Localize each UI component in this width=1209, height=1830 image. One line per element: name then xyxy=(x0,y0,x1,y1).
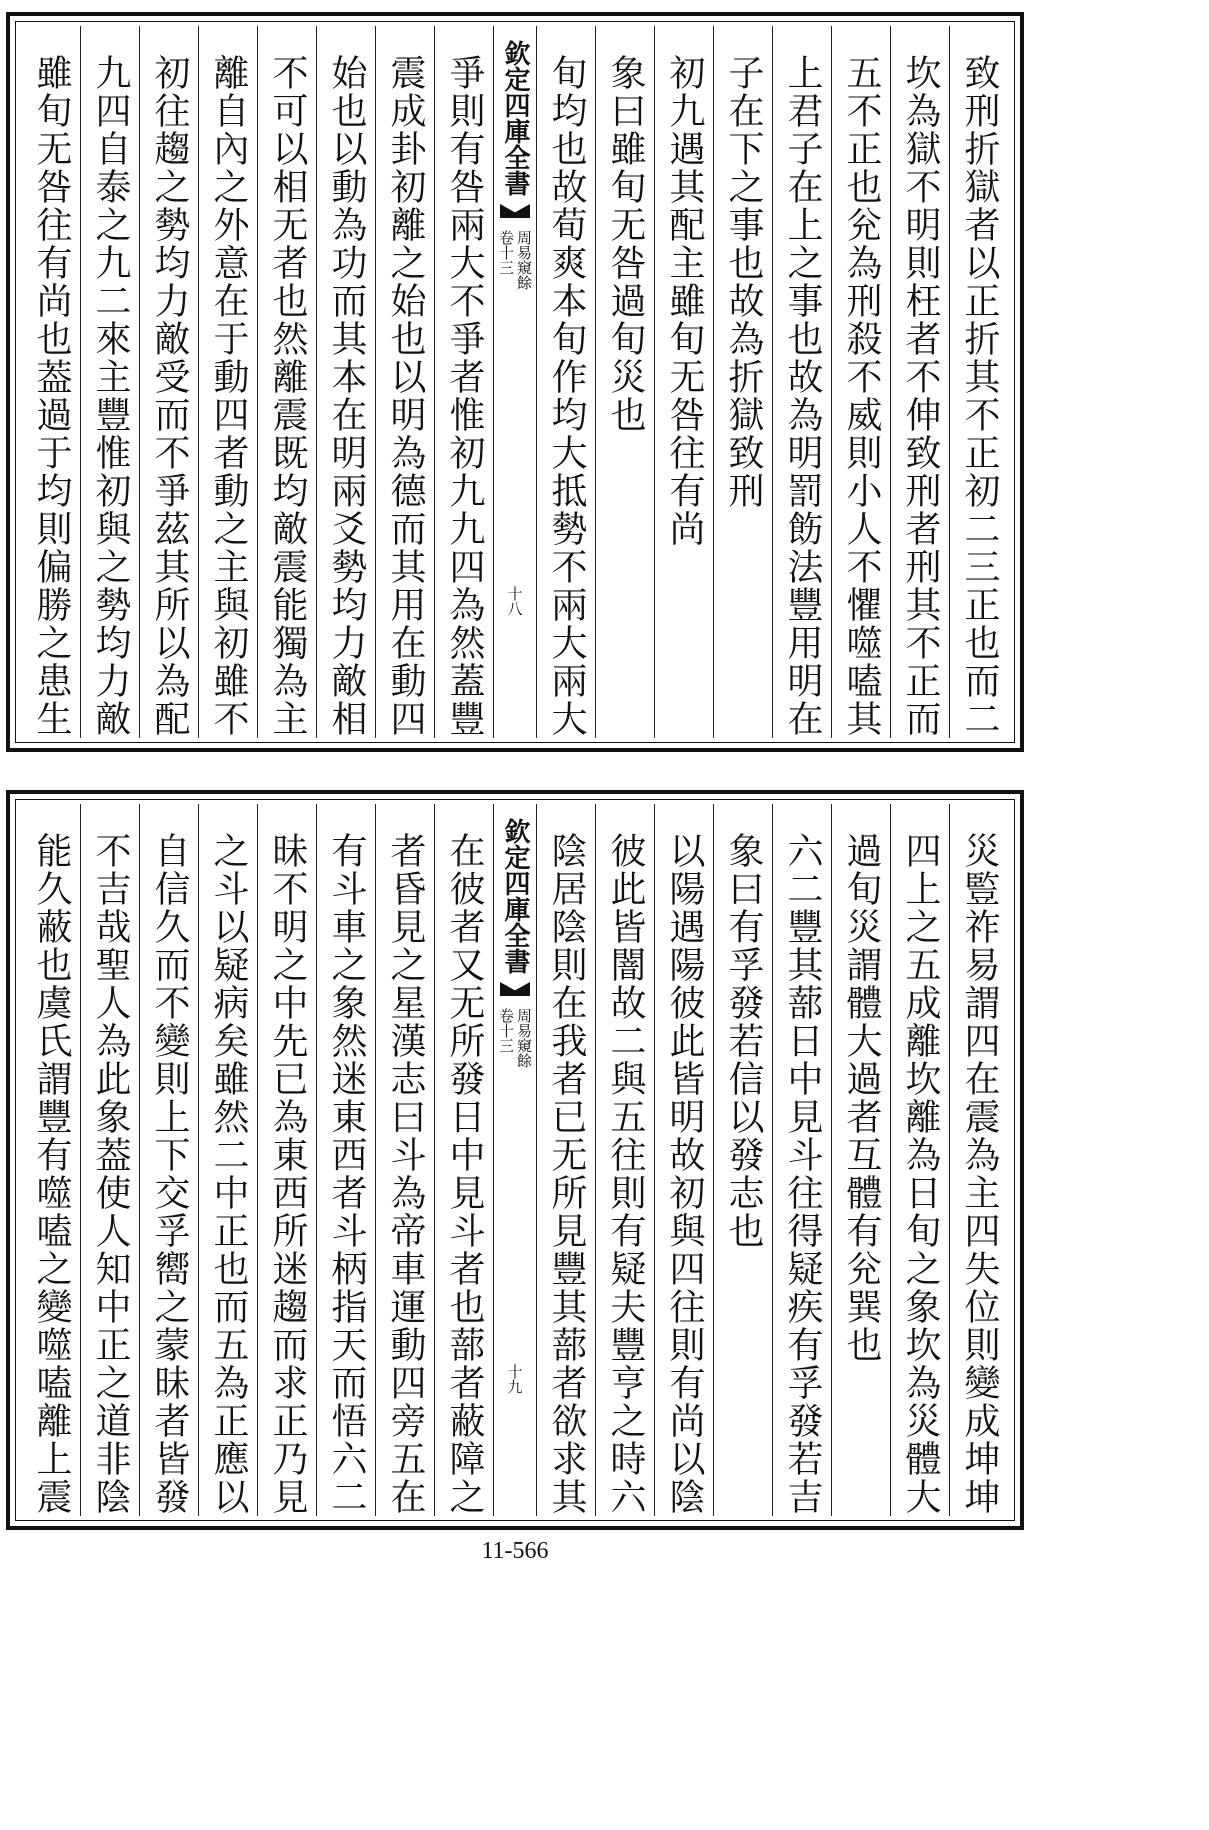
column-text: 上君子在上之事也故為明罰飭法豐用明在 xyxy=(782,54,823,738)
text-column xyxy=(139,26,198,738)
column-text: 自信久而不變則上下交孚嚮之蒙昧者皆發 xyxy=(149,832,190,1516)
text-column xyxy=(257,26,316,738)
text-column xyxy=(316,26,375,738)
text-column xyxy=(949,804,1008,1516)
text-column xyxy=(831,26,890,738)
text-column xyxy=(595,804,654,1516)
text-column xyxy=(831,804,890,1516)
text-column xyxy=(536,26,595,738)
text-column xyxy=(198,26,257,738)
text-column xyxy=(772,26,831,738)
text-columns xyxy=(22,804,1008,1516)
column-text: 子在下之事也故為折獄致刑 xyxy=(723,54,764,510)
volume-number: 卷十三 xyxy=(497,1008,515,1053)
column-text: 九四自泰之九二來主豐惟初與之勢均力敵 xyxy=(90,54,131,738)
column-text: 初九遇其配主雖旬无咎往有尚 xyxy=(664,54,705,548)
column-text: 災䜿祚易謂四在震為主四失位則變成坤坤 xyxy=(959,832,1000,1516)
column-text: 不可以相无者也然離震既均敵震能獨為主 xyxy=(267,54,308,738)
column-text: 不吉哉聖人為此象葢使人知中正之道非陰 xyxy=(90,832,131,1516)
column-text: 象曰雖旬无咎過旬災也 xyxy=(605,54,646,434)
text-column xyxy=(375,26,434,738)
text-column xyxy=(713,26,772,738)
column-text: 四上之五成離坎離為日旬之象坎為災體大 xyxy=(900,832,941,1516)
volume-label xyxy=(498,1008,532,1068)
column-text: 震成卦初離之始也以明為德而其用在動四 xyxy=(385,54,426,738)
book-subtitle: 周易窺餘 xyxy=(515,1008,533,1068)
leaf-number: 十八 xyxy=(505,586,524,616)
volume-label xyxy=(498,230,532,290)
text-column xyxy=(80,26,139,738)
text-column xyxy=(316,804,375,1516)
text-column xyxy=(375,804,434,1516)
text-column xyxy=(890,804,949,1516)
fish-tail-mark-icon xyxy=(498,202,532,220)
column-text: 初往趨之勢均力敵受而不爭茲其所以為配 xyxy=(149,54,190,738)
text-column xyxy=(434,804,493,1516)
center-margin xyxy=(493,804,536,1516)
column-text: 坎為獄不明則枉者不伸致刑者刑其不正而 xyxy=(900,54,941,738)
text-column xyxy=(772,804,831,1516)
page-footer-number: 11-566 xyxy=(481,1538,549,1564)
book-title: 欽定四庫全書 xyxy=(500,818,530,974)
book-subtitle: 周易窺餘 xyxy=(515,230,533,290)
column-text: 離自內之外意在于動四者動之主與初雖不 xyxy=(208,54,249,738)
column-text: 雖旬无咎往有尚也葢過于均則偏勝之患生 xyxy=(31,54,72,738)
text-column xyxy=(139,804,198,1516)
text-column xyxy=(713,804,772,1516)
text-column xyxy=(654,26,713,738)
column-text: 六二豐其蔀日中見斗往得疑疾有孚發若吉 xyxy=(782,832,823,1516)
column-text: 象曰有孚發若信以發志也 xyxy=(723,832,764,1250)
page-top xyxy=(6,12,1024,752)
column-text: 在彼者又无所發日中見斗者也蔀者蔽障之 xyxy=(444,832,485,1516)
text-columns xyxy=(22,26,1008,738)
leaf-number: 十九 xyxy=(505,1364,524,1394)
column-text: 能久蔽也虞氏謂豐有噬嗑之變噬嗑離上震 xyxy=(31,832,72,1516)
column-text: 致刑折獄者以正折其不正初二三正也而二 xyxy=(959,54,1000,738)
column-text: 有斗車之象然迷東西者斗柄指天而悟六二 xyxy=(326,832,367,1516)
column-text: 以陽遇陽彼此皆明故初與四往則有尚以陰 xyxy=(664,832,705,1516)
column-text: 彼此皆闇故二與五往則有疑夫豐亨之時六 xyxy=(605,832,646,1516)
text-column xyxy=(434,26,493,738)
center-margin xyxy=(493,26,536,738)
text-column xyxy=(890,26,949,738)
page-bottom xyxy=(6,790,1024,1530)
text-column xyxy=(80,804,139,1516)
column-text: 始也以動為功而其本在明兩爻勢均力敵相 xyxy=(326,54,367,738)
text-column xyxy=(198,804,257,1516)
column-text: 陰居陰則在我者已无所見豐其蔀者欲求其 xyxy=(546,832,587,1516)
column-text: 旬均也故荀爽本旬作均大抵勢不兩大兩大 xyxy=(546,54,587,738)
volume-number: 卷十三 xyxy=(497,230,515,275)
text-column xyxy=(595,26,654,738)
fish-tail-mark-icon xyxy=(498,980,532,998)
column-text: 者昏見之星漢志曰斗為帝車運動四旁五在 xyxy=(385,832,426,1516)
column-text: 昧不明之中先已為東西所迷趨而求正乃見 xyxy=(267,832,308,1516)
column-text: 五不正也兊為刑殺不威則小人不懼噬嗑其 xyxy=(841,54,882,738)
text-column xyxy=(654,804,713,1516)
column-text: 過旬災謂體大過者互體有兊巽也 xyxy=(841,832,882,1364)
book-title: 欽定四庫全書 xyxy=(500,40,530,196)
text-column xyxy=(22,804,80,1516)
column-text: 爭則有咎兩大不爭者惟初九九四為然蓋豐 xyxy=(444,54,485,738)
column-text: 之斗以疑病矣雖然二中正也而五為正應以 xyxy=(208,832,249,1516)
text-column xyxy=(257,804,316,1516)
text-column xyxy=(22,26,80,738)
text-column xyxy=(949,26,1008,738)
text-column xyxy=(536,804,595,1516)
